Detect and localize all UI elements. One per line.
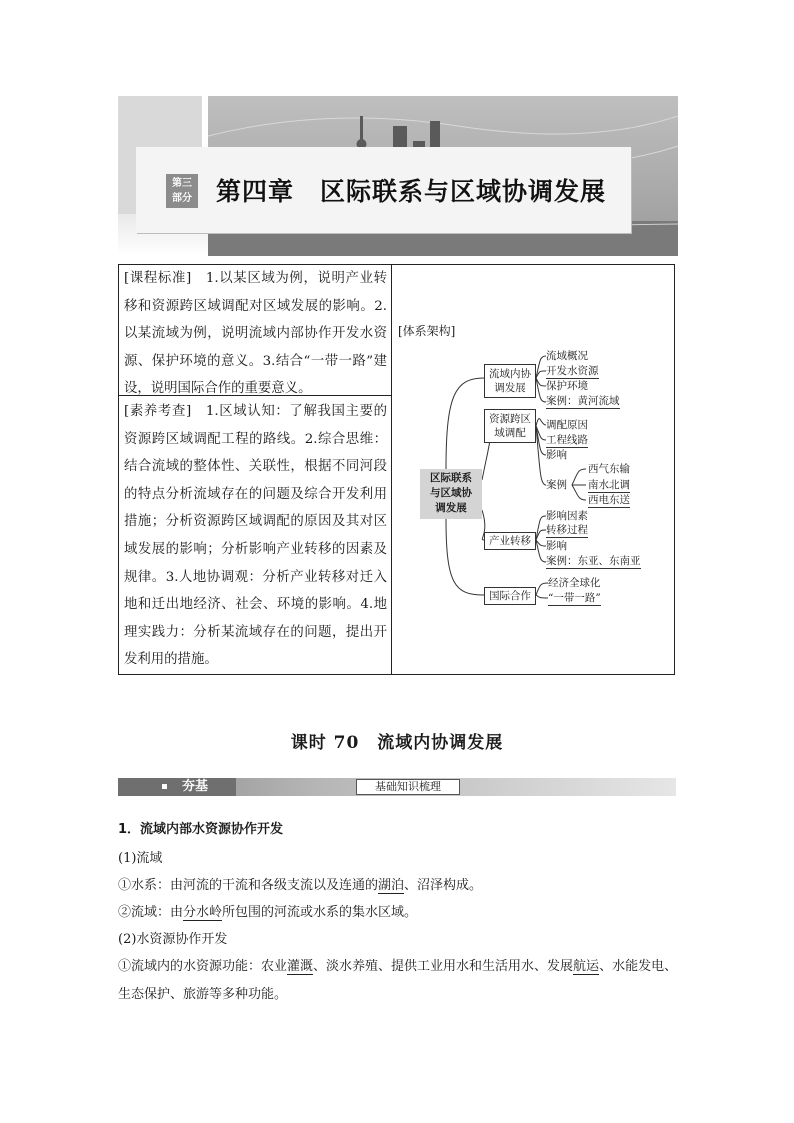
leaf-globalization: 经济全球化 (548, 577, 601, 589)
lesson-title: 课时 70 流域内协调发展 (290, 733, 504, 753)
leaf-factors: 影响因素 (546, 510, 588, 522)
leaf-reasons: 调配原因 (546, 419, 588, 431)
p3-blank2: 航运 (573, 959, 600, 974)
branch-intl-line1: 国际合作 (489, 590, 531, 602)
subheading-basin: (1)流域 (118, 851, 163, 866)
branch-resource-line2: 域调配 (494, 427, 526, 439)
framework-label: [体系架构] (398, 324, 456, 338)
part-badge-line1: 第三 (172, 178, 192, 189)
p3-a: ①流域内的水资源功能：农业 (118, 959, 288, 974)
leaf-east-asia-case: 案例：东亚、东南亚 (546, 555, 641, 567)
p2-pre: ②流域：由 (118, 905, 184, 920)
mindmap-root-line2: 与区域协 (430, 487, 472, 499)
leaf-west-east-gas: 西气东输 (588, 463, 630, 475)
leaf-industry-impact: 影响 (546, 540, 567, 552)
branch-basin-line2: 调发展 (494, 382, 526, 394)
section-subtitle: 基础知识梳理 (356, 779, 460, 795)
leaf-impact: 影响 (546, 449, 567, 461)
leaf-belt-road: “一带一路” (548, 592, 601, 604)
literacy-assessment-text: [素养考查] 1.区域认知：了解我国主要的资源跨区域调配工程的路线。2.综合思维：结合流域的整体性、关联性，根据不同河段的特点分析流域存在的问题及综合开发利用措施；分析资源跨区域调配的原因及其对区域发展的影响；分析影响产业转移的因素及规律。3.人地协调观：分析产业转移对迁入地和迁出地经济、社会、环境的影响。4.地理实践力：分析某流域存在的问题，提出开发利用的措施。 (124, 404, 387, 668)
mindmap-branch-basin (484, 364, 536, 398)
p1-blank: 湖泊 (378, 878, 405, 893)
section-bullet-icon (162, 784, 167, 789)
leaf-west-east-power: 西电东送 (588, 494, 630, 506)
course-standard-text: [课程标准] 1.以某区域为例，说明产业转移和资源跨区域调配对区域发展的影响。2.以某流域为例，说明流域内部协作开发水资源、保护环境的意义。3.结合“一带一路”建设，说明国际合作的重要意义。 (124, 271, 387, 397)
section-bar (118, 778, 676, 796)
section-name: 夯基 (182, 779, 209, 794)
para-basin-def (118, 905, 678, 921)
leaf-transfer-process: 转移过程 (546, 524, 588, 536)
leaf-basin-overview: 流域概况 (546, 350, 588, 362)
mindmap-branch-industry (484, 532, 536, 550)
p3-b: 、淡水养殖、提供工业用水和生活用水、发展 (313, 959, 574, 974)
p2-blank: 分水岭 (183, 905, 223, 920)
section-tab (118, 778, 236, 796)
para-water-functions (118, 953, 678, 1009)
p2-post: 所包围的河流或水系的集水区域。 (222, 905, 418, 920)
mindmap-branch-resource (484, 409, 536, 443)
p3-c: 、水能发电、生态保护、旅游等多种功能。 (118, 959, 678, 1002)
p1-post: 、沼泽构成。 (404, 878, 483, 893)
leaf-yellow-river-case: 案例：黄河流域 (546, 395, 620, 407)
branch-basin-line1: 流域内协 (489, 368, 531, 380)
mindmap-root-line1: 区际联系 (430, 472, 472, 484)
branch-resource-line1: 资源跨区 (489, 413, 531, 425)
leaf-routes: 工程线路 (546, 434, 588, 446)
p3-blank1: 灌溉 (287, 959, 314, 974)
mindmap-root (420, 469, 482, 519)
para-water-system (118, 878, 678, 894)
mindmap-branch-intl (484, 587, 536, 605)
leaf-develop-water: 开发水资源 (546, 365, 599, 377)
leaf-cases: 案例 (546, 479, 567, 491)
part-badge-line2: 部分 (172, 193, 192, 204)
branch-industry-line1: 产业转移 (489, 535, 531, 547)
chapter-title: 第四章 区际联系与区域协调发展 (216, 177, 607, 206)
heading-water-cooperation: 1．流域内部水资源协作开发 (118, 822, 284, 837)
leaf-protect-env: 保护环境 (546, 380, 588, 392)
subheading-water-dev: (2)水资源协作开发 (118, 932, 228, 947)
leaf-south-north-water: 南水北调 (588, 479, 630, 491)
p1-pre: ①水系：由河流的干流和各级支流以及连通的 (118, 878, 379, 893)
mindmap-root-line3: 调发展 (435, 502, 467, 514)
